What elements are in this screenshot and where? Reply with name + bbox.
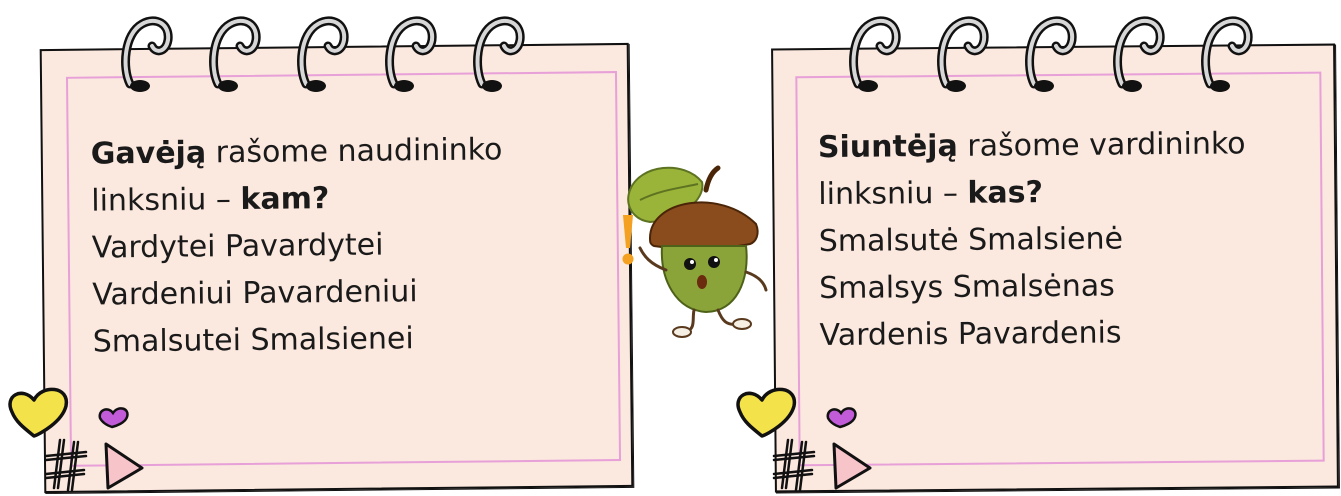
sender-term: Siuntėją — [817, 128, 958, 166]
yellow-heart-icon — [4, 382, 80, 442]
spiral-binding-icon — [848, 12, 1288, 98]
recipient-text — [91, 126, 505, 365]
triangle-doodle-icon — [100, 440, 146, 492]
sender-text — [818, 120, 1248, 359]
recipient-question: kam? — [240, 181, 330, 218]
sender-example-2: Smalsys Smalsėnas — [819, 268, 1115, 307]
sender-line-2: linksniu – kas? — [818, 175, 1044, 213]
hashtag-doodle-icon — [772, 436, 816, 492]
recipient-example-1: Vardytei Pavardytei — [91, 227, 384, 266]
acorn-mascot-icon — [610, 160, 780, 340]
sender-example-3: Vardenis Pavardenis — [819, 315, 1122, 354]
recipient-term: Gavėją — [90, 135, 207, 172]
purple-heart-icon — [96, 404, 132, 430]
recipient-example-2: Vardeniui Pavardeniui — [92, 274, 418, 313]
yellow-heart-icon — [732, 382, 808, 442]
spiral-binding-icon — [120, 12, 560, 98]
sender-question: kas? — [967, 175, 1044, 211]
sender-example-1: Smalsutė Smalsienė — [818, 221, 1124, 260]
triangle-doodle-icon — [828, 440, 874, 492]
recipient-example-3: Smalsutei Smalsienei — [92, 321, 414, 360]
hashtag-doodle-icon — [44, 436, 88, 492]
recipient-line-2: linksniu – kam? — [91, 181, 330, 219]
purple-heart-icon — [824, 404, 860, 430]
recipient-line-1: Gavėją rašome naudininko — [90, 132, 503, 172]
sender-line-1: Siuntėją rašome vardininko — [817, 126, 1246, 166]
